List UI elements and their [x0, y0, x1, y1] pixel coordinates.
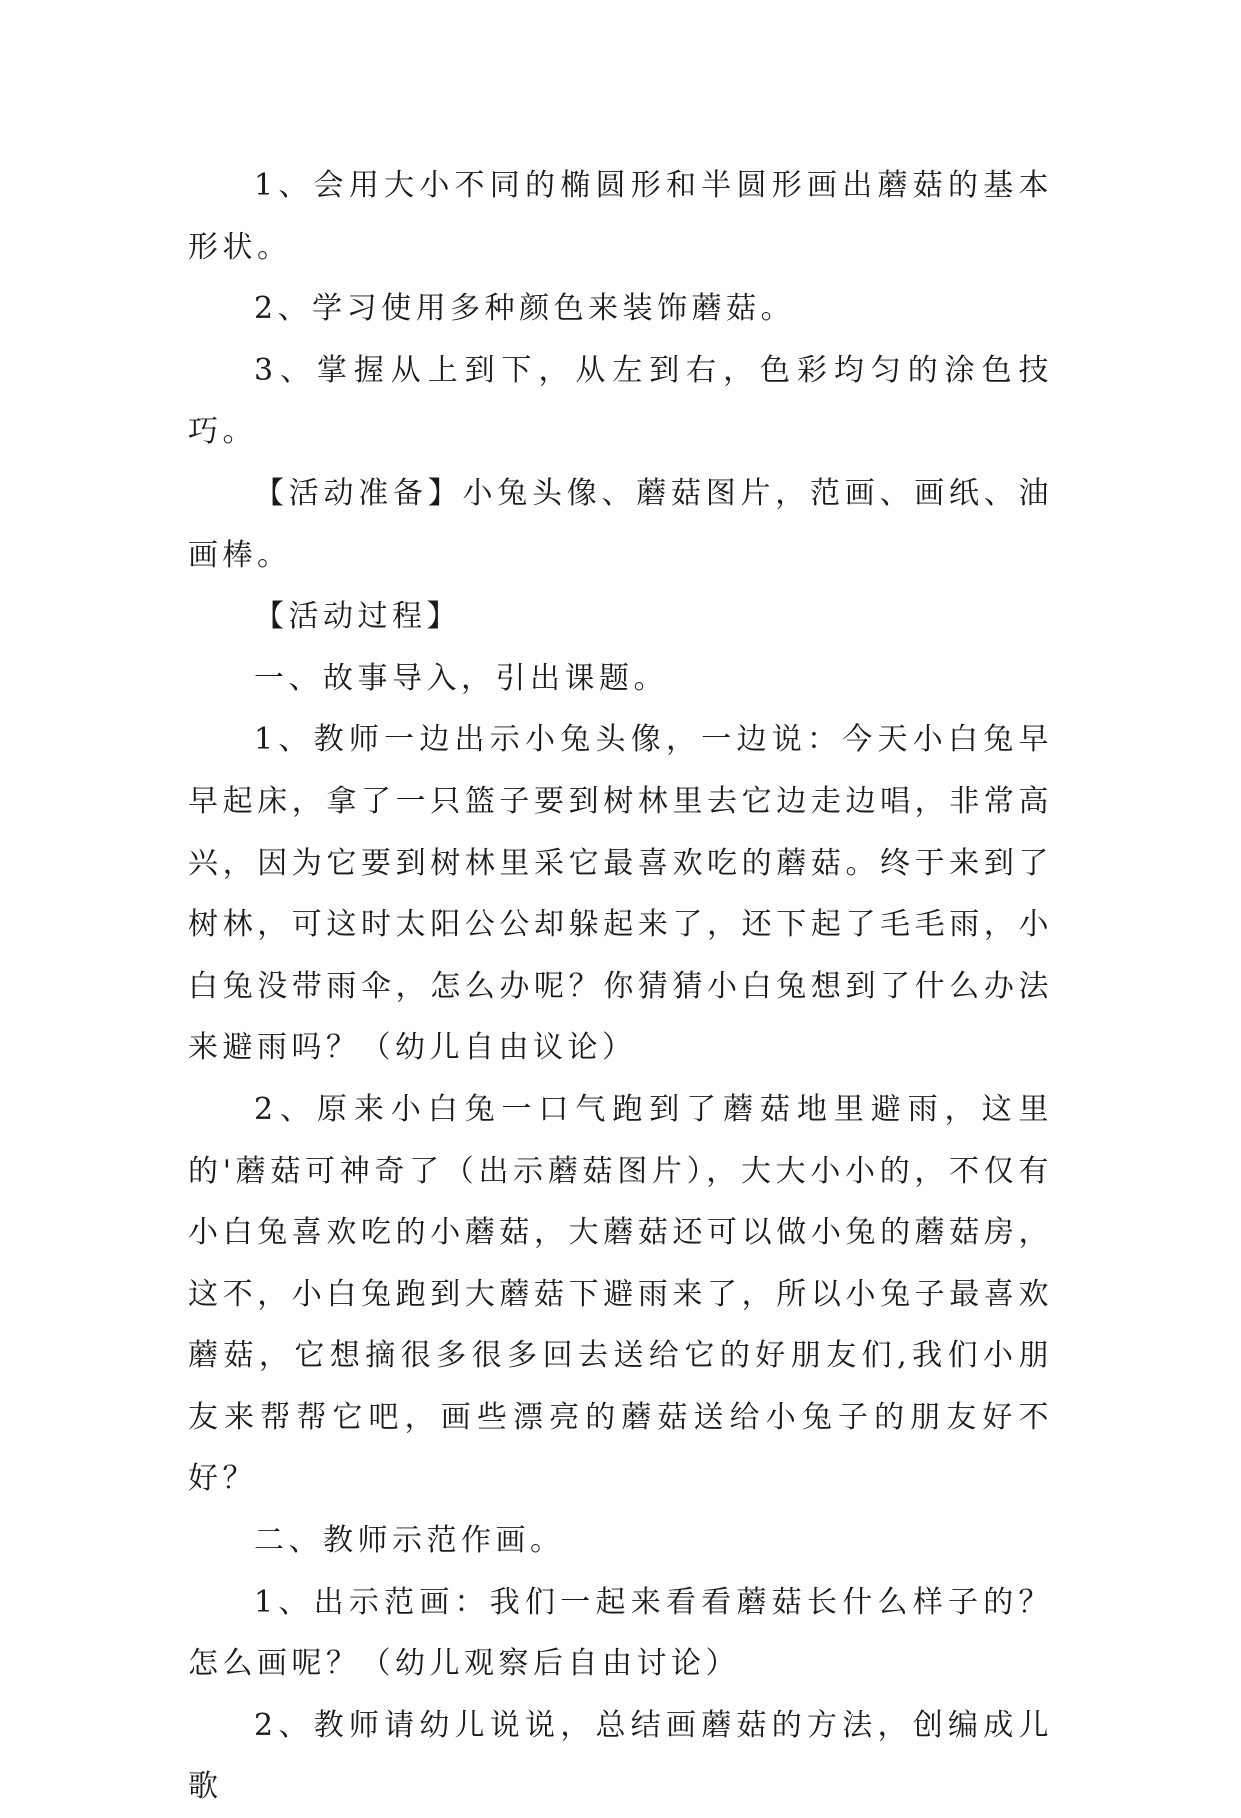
objective-3: 3、掌握从上到下，从左到右，色彩均匀的涂色技巧。: [188, 352, 1053, 450]
activity-preparation: 【活动准备】小兔头像、蘑菇图片，范画、画纸、油画棒。: [188, 475, 1053, 573]
demo-step-1: 1、出示范画：我们一起来看看蘑菇长什么样子的？怎么画呢？（幼儿观察后自由讨论）: [188, 1584, 1053, 1682]
activity-process-heading: 【活动过程】: [254, 599, 461, 635]
section-1-heading: 一、故事导入，引出课题。: [254, 660, 668, 696]
objective-1: 1、会用大小不同的椭圆形和半圆形画出蘑菇的基本形状。: [188, 168, 1053, 265]
objective-2: 2、学习使用多种颜色来装饰蘑菇。: [254, 291, 796, 327]
document-body: [188, 155, 1053, 1818]
story-paragraph-2: 2、原来小白兔一口气跑到了蘑菇地里避雨，这里的'蘑菇可神奇了（出示蘑菇图片），大大小小的，不仅有小白兔喜欢吃的小蘑菇，大蘑菇还可以做小兔的蘑菇房，这不，小白兔跑到大蘑菇下避雨来了，所以小兔子最喜欢蘑菇，它想摘很多很多回去送给它的好朋友们,我们小朋友来帮帮它吧，画些漂亮的蘑菇送给小兔子的朋友好不好？: [188, 1091, 1053, 1497]
section-2-heading: 二、教师示范作画。: [254, 1523, 565, 1559]
story-paragraph-1: 1、教师一边出示小兔头像，一边说：今天小白兔早早起床，拿了一只篮子要到树林里去它边走边唱，非常高兴，因为它要到树林里采它最喜欢吃的蘑菇。终于来到了树林，可这时太阳公公却躲起来了，还下起了毛毛雨，小白兔没带雨伞，怎么办呢？你猜猜小白兔想到了什么办法来避雨吗？（幼儿自由议论）: [188, 722, 1053, 1066]
demo-step-2: 2、教师请幼儿说说，总结画蘑菇的方法，创编成儿歌: [188, 1707, 1053, 1805]
